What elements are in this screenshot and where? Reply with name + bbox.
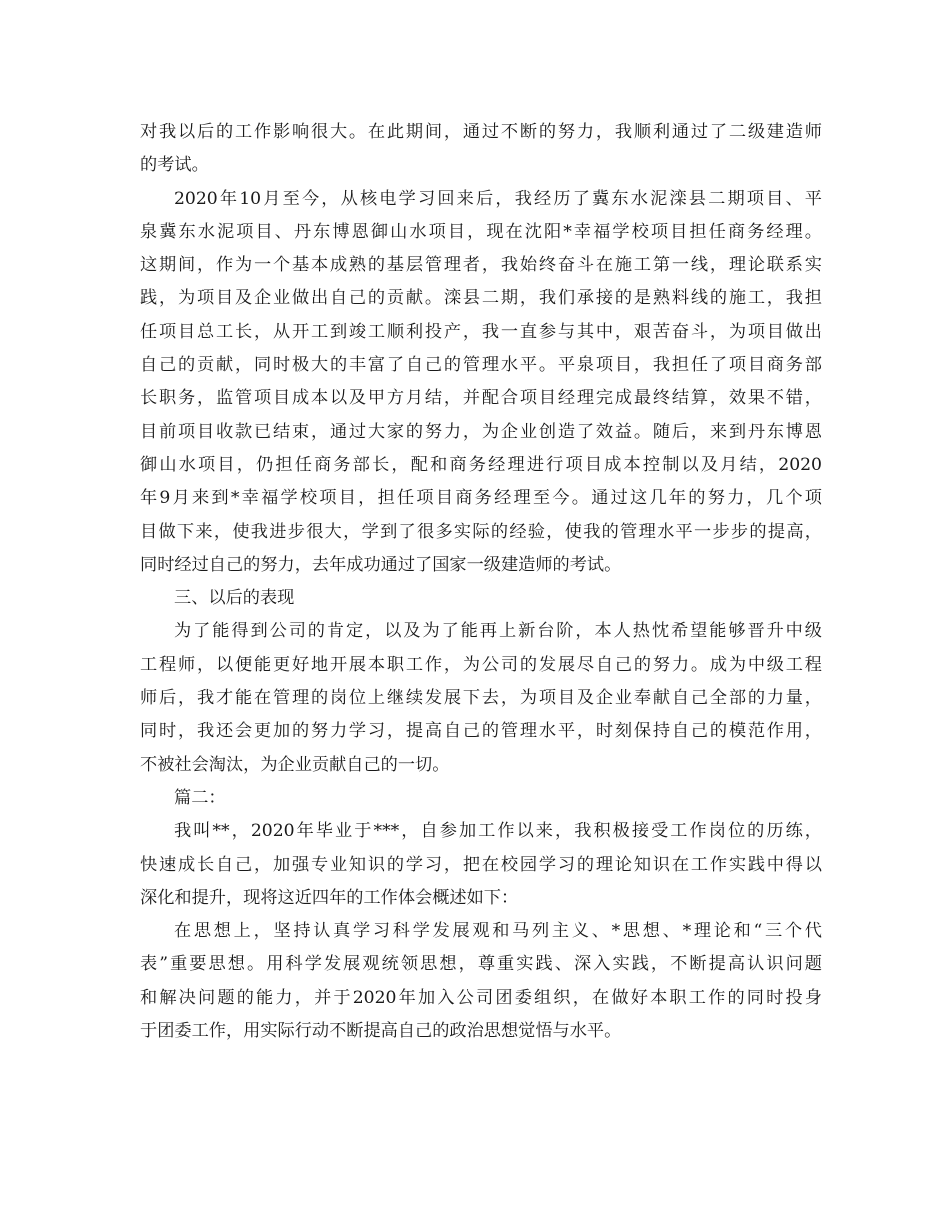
text-line: 这期间，作为一个基本成熟的基层管理者，我始终奋斗在施工第一线，理论联系实 <box>140 255 822 276</box>
text-line: 长职务，监管项目成本以及甲方月结，并配合项目经理完成最终结算，效果不错， <box>140 388 822 409</box>
text-line: 泉冀东水泥项目、丹东博恩御山水项目，现在沈阳*幸福学校项目担任商务经理。 <box>140 221 822 242</box>
text-line: 我叫**，2020年毕业于***，自参加工作以来，我积极接受工作岗位的历练， <box>174 821 822 842</box>
text-line: 2020年10月至今，从核电学习回来后，我经历了冀东水泥滦县二期项目、平 <box>174 188 822 209</box>
text-line: 目前项目收款已结束，通过大家的努力，为企业创造了效益。随后，来到丹东博恩 <box>140 421 822 442</box>
text-line: 自己的贡献，同时极大的丰富了自己的管理水平。平泉项目，我担任了项目商务部 <box>140 355 822 376</box>
text-line: 工程师，以便能更好地开展本职工作，为公司的发展尽自己的努力。成为中级工程 <box>140 654 822 675</box>
text-line: 目做下来，使我进步很大，学到了很多实际的经验，使我的管理水平一步步的提高， <box>140 521 822 542</box>
text-line: 篇二： <box>174 787 226 808</box>
text-line: 同时经过自己的努力，去年成功通过了国家一级建造师的考试。 <box>140 554 622 575</box>
text-line: 三、以后的表现 <box>174 588 295 609</box>
text-line: 为了能得到公司的肯定，以及为了能再上新台阶，本人热忱希望能够晋升中级 <box>174 621 822 642</box>
text-line: 快速成长自己，加强专业知识的学习，把在校园学习的理论知识在工作实践中得以 <box>140 854 822 875</box>
text-line: 在思想上，坚持认真学习科学发展观和马列主义、*思想、*理论和“三个代 <box>174 921 822 942</box>
text-line: 表”重要思想。用科学发展观统领思想，尊重实践、深入实践，不断提高认识问题 <box>140 954 822 975</box>
text-line: 对我以后的工作影响很大。在此期间，通过不断的努力，我顺利通过了二级建造师 <box>140 122 822 142</box>
text-line: 御山水项目，仍担任商务部长，配和商务经理进行项目成本控制以及月结，2020 <box>140 454 822 475</box>
text-line: 年9月来到*幸福学校项目，担任项目商务经理至今。通过这几年的努力，几个项 <box>140 488 822 509</box>
text-line: 的考试。 <box>140 155 209 176</box>
text-line: 于团委工作，用实际行动不断提高自己的政治思想觉悟与水平。 <box>140 1021 622 1042</box>
text-line: 师后，我才能在管理的岗位上继续发展下去，为项目及企业奉献自己全部的力量， <box>140 688 822 709</box>
text-line: 不被社会淘汰，为企业贡献自己的一切。 <box>140 754 450 775</box>
document-page <box>140 116 822 1048</box>
text-line: 和解决问题的能力，并于2020年加入公司团委组织，在做好本职工作的同时投身 <box>140 987 822 1008</box>
text-line: 同时，我还会更加的努力学习，提高自己的管理水平，时刻保持自己的模范作用， <box>140 721 822 742</box>
text-line: 任项目总工长，从开工到竣工顺利投产，我一直参与其中，艰苦奋斗，为项目做出 <box>140 321 822 342</box>
text-line: 深化和提升，现将这近四年的工作体会概述如下： <box>140 887 519 908</box>
text-line: 践，为项目及企业做出自己的贡献。滦县二期，我们承接的是熟料线的施工，我担 <box>140 288 822 309</box>
